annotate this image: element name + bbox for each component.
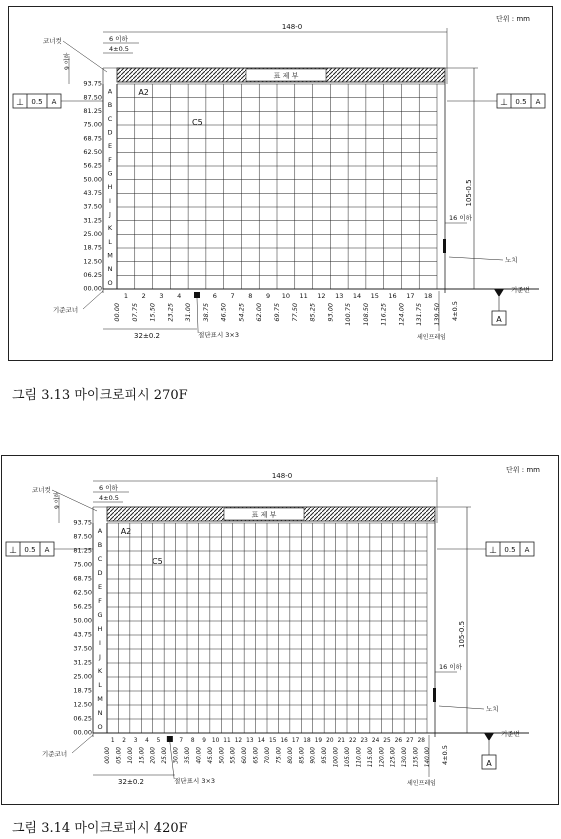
column-number-label: 24 xyxy=(371,738,380,744)
y-tick-label: 87.50 xyxy=(73,532,92,541)
figure-caption-270f: 그림 3.13 마이크로피시 270F xyxy=(12,388,188,403)
x-tick-label: 30.00 xyxy=(173,747,180,764)
y-tick-label: 25.00 xyxy=(73,672,92,681)
row-label-d: D xyxy=(107,128,113,137)
tolerance-right-datum: A xyxy=(524,546,530,554)
column-number-label: 4 xyxy=(145,738,149,744)
column-number-label: 16 xyxy=(388,292,397,300)
notch-leader xyxy=(449,257,503,260)
row-label-g: G xyxy=(97,610,103,619)
column-number-label: 7 xyxy=(179,738,184,744)
datum-letter: A xyxy=(486,759,492,768)
x-tick-label: 50.00 xyxy=(219,747,226,764)
row-label-a: A xyxy=(97,526,103,535)
datum-corner-label: 기준코너 xyxy=(42,750,68,758)
row-label-k: K xyxy=(97,666,103,675)
notch-mark xyxy=(443,239,446,253)
x-tick-label: 62.00 xyxy=(255,303,264,322)
y-tick-label: 68.75 xyxy=(73,574,92,583)
column-number-label: 12 xyxy=(317,292,326,300)
x-tick-label: 116.25 xyxy=(379,303,388,326)
tolerance-right-symbol: ⊥ xyxy=(500,98,508,108)
x-tick-label: 110.00 xyxy=(356,747,363,768)
bottom-dimension-label: 32±0.2 xyxy=(118,778,144,786)
column-number-label: 17 xyxy=(291,738,300,744)
notch-mark xyxy=(433,688,436,702)
cut-mark-leader xyxy=(197,298,198,333)
y-tick-label: 62.50 xyxy=(73,588,92,597)
x-tick-label: 55.00 xyxy=(230,747,237,764)
label-c5: C5 xyxy=(192,118,203,127)
dim-4-label: 4±0.5 xyxy=(99,494,119,502)
sein-frame-label: 세인프레임 xyxy=(417,334,446,341)
x-tick-label: 131.75 xyxy=(415,303,424,326)
x-tick-label: 115.00 xyxy=(367,747,374,768)
row-label-c: C xyxy=(107,114,113,123)
datum-corner-leader xyxy=(83,291,103,309)
row-label-a: A xyxy=(107,87,113,96)
height-dimension-label: 105-0.5 xyxy=(458,620,466,648)
y-tick-label: 06.25 xyxy=(73,714,92,723)
row-label-j: J xyxy=(109,210,111,219)
row-label-l: L xyxy=(98,680,102,689)
microfiche-420f-diagram xyxy=(2,456,558,804)
x-tick-label: 120.00 xyxy=(379,747,386,768)
row-label-g: G xyxy=(107,169,113,178)
x-tick-label: 15.00 xyxy=(139,747,146,764)
column-number-label: 27 xyxy=(406,738,414,744)
x-tick-label: 90.00 xyxy=(310,747,317,764)
figure-270f-panel xyxy=(8,6,553,361)
figure-caption-420f: 그림 3.14 마이크로피시 420F xyxy=(12,821,188,836)
column-number-label: 19 xyxy=(314,738,323,744)
column-number-label: 22 xyxy=(349,738,357,744)
row-label-o: O xyxy=(107,278,113,287)
notch-label: 노치 xyxy=(505,256,518,264)
column-number-label: 7 xyxy=(230,292,235,300)
unit-label: 단위 : mm xyxy=(496,15,530,23)
dim-6-label: 6 이하 xyxy=(99,484,118,492)
y-tick-label: 50.00 xyxy=(73,616,92,625)
row-label-f: F xyxy=(98,596,102,605)
unit-label: 단위 : mm xyxy=(506,466,540,474)
column-number-label: 14 xyxy=(352,292,362,300)
y-tick-label: 68.75 xyxy=(83,134,102,143)
label-a2: A2 xyxy=(120,527,132,537)
x-tick-label: 65.00 xyxy=(253,747,260,764)
y-tick-label: 81.25 xyxy=(73,546,92,555)
y-tick-label: 93.75 xyxy=(73,518,92,527)
x-tick-label: 20.00 xyxy=(150,747,157,764)
x-tick-label: 93.00 xyxy=(326,303,335,322)
x-tick-label: 60.00 xyxy=(242,747,249,764)
x-tick-label: 05.00 xyxy=(116,747,123,764)
x-tick-label: 15.50 xyxy=(148,303,157,322)
y-tick-label: 00.00 xyxy=(73,728,92,737)
column-number-label: 10 xyxy=(281,292,291,300)
x-tick-label: 54.25 xyxy=(237,303,246,322)
y-tick-label: 31.25 xyxy=(83,216,102,225)
x-tick-label: 46.50 xyxy=(219,303,228,322)
notch-leader xyxy=(439,706,484,709)
tolerance-left-symbol: ⊥ xyxy=(9,546,17,556)
microfiche-270f-diagram xyxy=(9,7,552,360)
x-tick-label: 130.00 xyxy=(402,747,409,768)
bottom-dimension-label: 32±0.2 xyxy=(134,332,160,340)
datum-triangle xyxy=(494,289,504,297)
datum-corner-label: 기준코너 xyxy=(53,306,79,314)
x-tick-label: 100.00 xyxy=(333,747,340,768)
height-dimension-label: 105-0.5 xyxy=(465,179,473,207)
sein-frame-label: 세인프레임 xyxy=(407,780,436,787)
y-tick-label: 81.25 xyxy=(83,106,102,115)
dim-9-label: 9 이하 xyxy=(54,491,61,509)
column-number-label: 20 xyxy=(326,738,334,744)
row-label-c: C xyxy=(97,554,103,563)
y-tick-label: 43.75 xyxy=(83,188,102,197)
row-label-i: I xyxy=(99,638,101,647)
row-label-d: D xyxy=(97,568,103,577)
x-tick-label: 00.00 xyxy=(113,303,121,322)
column-number-label: 25 xyxy=(383,738,391,744)
x-tick-label: 139.50 xyxy=(433,303,441,326)
y-tick-label: 00.00 xyxy=(83,284,102,293)
tolerance-left-symbol: ⊥ xyxy=(16,98,24,108)
row-label-b: B xyxy=(107,101,113,110)
x-tick-label: 35.00 xyxy=(185,747,191,764)
column-number-label: 23 xyxy=(360,738,368,744)
column-number-label: 2 xyxy=(141,292,146,300)
figure-420f-panel xyxy=(1,455,559,805)
x-tick-label: 69.75 xyxy=(273,303,281,322)
x-tick-label: 23.25 xyxy=(166,303,175,322)
width-dimension-label: 148-0 xyxy=(271,472,293,480)
dim-4-05-label: 4±0.5 xyxy=(441,745,449,765)
column-number-label: 26 xyxy=(394,738,403,744)
y-tick-label: 18.75 xyxy=(83,243,102,252)
y-tick-label: 18.75 xyxy=(73,686,92,695)
column-number-label: 2 xyxy=(122,738,126,744)
x-tick-label: 38.75 xyxy=(201,303,210,322)
label-c5: C5 xyxy=(152,557,163,566)
column-number-label: 9 xyxy=(202,738,206,744)
column-number-label: 1 xyxy=(110,738,115,744)
x-tick-label: 105.00 xyxy=(345,747,351,768)
y-tick-label: 37.50 xyxy=(83,202,102,211)
row-label-n: N xyxy=(107,265,113,274)
row-label-e: E xyxy=(97,582,103,591)
x-tick-label: 80.00 xyxy=(287,747,294,764)
dim-16-label: 16 이하 xyxy=(449,214,472,222)
row-label-m: M xyxy=(97,694,103,703)
x-tick-label: 85.25 xyxy=(308,303,317,322)
column-number-label: 15 xyxy=(370,292,379,300)
column-number-label: 17 xyxy=(406,292,415,300)
column-number-label: 14 xyxy=(257,738,265,744)
title-strip-label: 표 제 부 xyxy=(273,72,299,80)
y-tick-label: 75.00 xyxy=(73,560,92,569)
column-number-label: 18 xyxy=(303,738,311,744)
dim-16-label: 16 이하 xyxy=(439,663,462,671)
y-tick-label: 56.25 xyxy=(83,161,102,170)
column-number-label: 3 xyxy=(133,738,138,744)
column-number-label: 15 xyxy=(269,738,277,744)
column-number-label: 1 xyxy=(123,292,128,300)
label-a2: A2 xyxy=(138,87,149,97)
x-tick-label: 31.00 xyxy=(184,303,193,322)
datum-triangle xyxy=(484,733,494,741)
tolerance-right-value: 0.5 xyxy=(515,98,527,106)
dim-4-05-label: 4±0.5 xyxy=(451,301,459,321)
datum-edge-label: 기준변 xyxy=(501,730,520,738)
dim-4-label: 4±0.5 xyxy=(109,45,129,53)
y-tick-label: 37.50 xyxy=(73,644,92,653)
column-number-label: 9 xyxy=(266,292,271,300)
dim-6-label: 6 이하 xyxy=(109,35,128,43)
row-label-j: J xyxy=(99,652,101,661)
tolerance-left-datum: A xyxy=(51,98,57,106)
x-tick-label: 108.50 xyxy=(361,303,370,326)
notch-label: 노치 xyxy=(486,705,499,713)
column-number-label: 11 xyxy=(299,292,308,300)
y-tick-label: 06.25 xyxy=(83,270,102,279)
column-number-label: 21 xyxy=(337,738,345,744)
column-number-label: 3 xyxy=(159,292,164,300)
column-number-label: 16 xyxy=(280,738,288,744)
y-tick-label: 56.25 xyxy=(73,602,92,611)
row-label-e: E xyxy=(107,142,113,151)
column-number-label: 8 xyxy=(248,292,253,300)
y-tick-label: 31.25 xyxy=(73,658,92,667)
x-tick-label: 125.00 xyxy=(390,747,397,768)
x-tick-label: 85.00 xyxy=(299,747,306,764)
y-tick-label: 12.50 xyxy=(83,257,102,266)
y-tick-label: 50.00 xyxy=(83,175,102,184)
x-tick-label: 10.00 xyxy=(127,747,134,764)
y-tick-label: 43.75 xyxy=(73,630,92,639)
corner-cut-label: 코너컷 xyxy=(43,37,62,45)
column-number-label: 5 xyxy=(156,738,161,744)
column-number-label: 4 xyxy=(177,292,182,300)
x-tick-label: 25.00 xyxy=(162,747,169,764)
row-label-f: F xyxy=(108,155,112,164)
row-label-l: L xyxy=(108,237,112,246)
column-number-label: 12 xyxy=(234,738,243,744)
x-tick-label: 00.00 xyxy=(105,747,111,764)
y-tick-label: 12.50 xyxy=(73,700,92,709)
row-label-m: M xyxy=(107,251,113,260)
cut-mark-square xyxy=(194,292,200,298)
width-dimension-label: 148-0 xyxy=(281,23,303,31)
x-tick-label: 140.00 xyxy=(425,747,431,768)
tolerance-right-symbol: ⊥ xyxy=(489,546,497,556)
column-number-label: 10 xyxy=(211,738,220,744)
row-label-h: H xyxy=(97,624,103,633)
tolerance-right-value: 0.5 xyxy=(504,546,516,554)
tolerance-left-value: 0.5 xyxy=(24,546,36,554)
cut-mark-label: 절단표시 3×3 xyxy=(198,331,240,339)
tolerance-left-datum: A xyxy=(44,546,50,554)
column-number-label: 13 xyxy=(335,292,344,300)
datum-edge-label: 기준변 xyxy=(511,286,530,294)
cut-mark-label: 절단표시 3×3 xyxy=(174,777,216,785)
y-tick-label: 62.50 xyxy=(83,147,102,156)
x-tick-label: 45.00 xyxy=(207,747,214,764)
y-tick-label: 25.00 xyxy=(83,229,102,238)
datum-letter: A xyxy=(496,315,502,324)
x-tick-label: 135.00 xyxy=(413,747,420,768)
y-tick-label: 87.50 xyxy=(83,93,102,102)
tolerance-left-value: 0.5 xyxy=(31,98,43,106)
cut-mark-square xyxy=(167,736,173,742)
column-number-label: 11 xyxy=(223,738,231,744)
x-tick-label: 124.00 xyxy=(397,303,406,326)
row-label-n: N xyxy=(97,708,103,717)
datum-corner-leader xyxy=(72,735,93,753)
column-number-label: 28 xyxy=(417,738,425,744)
x-tick-label: 95.00 xyxy=(322,747,329,764)
x-tick-label: 77.50 xyxy=(290,303,299,322)
row-label-o: O xyxy=(97,722,103,731)
corner-cut-label: 코너컷 xyxy=(32,486,51,494)
x-tick-label: 100.75 xyxy=(344,303,353,326)
column-number-label: 8 xyxy=(190,738,195,744)
row-label-h: H xyxy=(107,183,113,192)
y-tick-label: 75.00 xyxy=(83,120,102,129)
row-label-i: I xyxy=(109,196,111,205)
tolerance-right-datum: A xyxy=(535,98,541,106)
dim-9-label: 9 이하 xyxy=(64,52,71,70)
x-tick-label: 07.75 xyxy=(130,303,139,322)
y-tick-label: 93.75 xyxy=(83,79,102,88)
column-number-label: 18 xyxy=(423,292,433,300)
x-tick-label: 75.00 xyxy=(276,747,283,764)
column-number-label: 6 xyxy=(212,292,217,300)
row-label-k: K xyxy=(107,224,113,233)
title-strip-label: 표 제 부 xyxy=(251,511,277,519)
row-label-b: B xyxy=(97,540,103,549)
column-number-label: 13 xyxy=(246,738,254,744)
x-tick-label: 40.00 xyxy=(196,747,203,764)
x-tick-label: 70.00 xyxy=(265,747,271,764)
